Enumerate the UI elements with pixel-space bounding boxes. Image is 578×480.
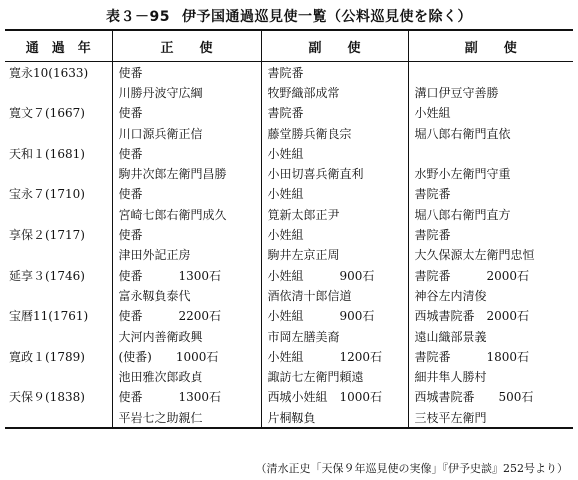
deputy-envoy-2-cell: 細井隼人勝村 [408,366,573,386]
deputy-envoy-1-cell: 牧野織部成常 [261,82,408,102]
deputy-envoy-1-cell: 諏訪七左衛門頼遠 [261,366,408,386]
deputy-envoy-2-cell: 神谷左内清俊 [408,285,573,305]
chief-envoy-cell: 使番 2200石 [112,306,261,326]
table-row [5,326,573,346]
table-row [5,82,573,102]
table-title [0,6,578,26]
table-row [5,103,573,123]
year-cell: 寛政１(1789) [9,349,85,364]
year-cell [5,82,112,102]
chief-envoy-cell: 池田雅次郎政貞 [112,366,261,386]
year-cell: 宝暦11(1761) [9,309,89,324]
table-row [5,163,573,183]
table-row [5,204,573,224]
source-citation: （清水正史「天保９年巡見使の実像」『伊予史談』252号より） [255,462,568,475]
chief-envoy-cell: 使番 1300石 [112,265,261,285]
deputy-envoy-1-cell: 小田切喜兵衛直利 [261,163,408,183]
table-header-row [5,30,573,62]
deputy-envoy-1-cell: 西城小姓組 1000石 [261,387,408,407]
year-cell: 享保２(1717) [9,228,85,243]
deputy-envoy-2-cell: 小姓組 [408,103,573,123]
deputy-envoy-2-cell: 西城書院番 2000石 [408,306,573,326]
chief-envoy-cell: 使番 [112,103,261,123]
year-cell: 延享３(1746) [9,268,85,283]
deputy-envoy-1-cell: 酒依清十郎信道 [261,285,408,305]
deputy-envoy-2-cell: 遠山織部景義 [408,326,573,346]
deputy-envoy-2-cell: 書院番 2000石 [408,265,573,285]
table-title-text: 伊予国通過巡見使一覧（公料巡見使を除く） [181,9,472,25]
deputy-envoy-2-cell [408,62,573,83]
deputy-envoy-2-cell: 堀八郎右衛門直方 [408,204,573,224]
chief-envoy-cell: 川勝丹波守広綱 [112,82,261,102]
deputy-envoy-2-cell: 堀八郎右衛門直依 [408,123,573,143]
year-cell: 寛永10(1633) [9,65,89,80]
table-number: 表３－95 [106,9,170,25]
chief-envoy-cell: 大河内善衛政興 [112,326,261,346]
table-row [5,387,573,407]
year-cell: 宝永７(1710) [9,187,85,202]
year-cell [5,204,112,224]
table-row [5,143,573,163]
deputy-envoy-1-cell: 市岡左膳美裔 [261,326,408,346]
table-row [5,366,573,386]
year-cell [5,163,112,183]
deputy-envoy-2-cell: 大久保源太左衛門忠恒 [408,245,573,265]
chief-envoy-cell: 川口源兵衛正信 [112,123,261,143]
deputy-envoy-2-cell: 水野小左衛門守重 [408,163,573,183]
table-row [5,62,573,83]
deputy-envoy-1-cell: 書院番 [261,103,408,123]
deputy-envoy-1-cell: 小姓組 900石 [261,306,408,326]
chief-envoy-cell: 富永靱負泰代 [112,285,261,305]
deputy-envoy-2-cell: 書院番 1800石 [408,346,573,366]
envoy-table [5,29,573,429]
chief-envoy-cell: 津田外記正房 [112,245,261,265]
year-cell [5,326,112,346]
table-row [5,224,573,244]
year-cell: 寛文７(1667) [9,106,85,121]
year-cell [5,123,112,143]
deputy-envoy-1-cell: 小姓組 [261,184,408,204]
deputy-envoy-1-cell: 筧新太郎正尹 [261,204,408,224]
deputy-envoy-2-cell: 書院番 [408,224,573,244]
deputy-envoy-2-cell: 溝口伊豆守善勝 [408,82,573,102]
chief-envoy-cell: 使番 [112,143,261,163]
chief-envoy-cell: (使番) 1000石 [112,346,261,366]
year-cell [5,285,112,305]
table-row [5,184,573,204]
chief-envoy-cell: 使番 [112,62,261,83]
deputy-envoy-1-cell: 書院番 [261,62,408,83]
table-row [5,245,573,265]
year-cell [5,245,112,265]
year-cell [5,366,112,386]
table-row [5,285,573,305]
deputy-envoy-1-cell: 小姓組 900石 [261,265,408,285]
table-body [5,62,573,429]
deputy-envoy-1-cell: 駒井左京正周 [261,245,408,265]
header-deputy-envoy-1: 副 使 [261,30,408,62]
year-cell: 天保９(1838) [9,390,85,405]
table-row [5,306,573,326]
chief-envoy-cell: 使番 [112,224,261,244]
deputy-envoy-1-cell: 小姓組 [261,224,408,244]
deputy-envoy-1-cell: 片桐靱負 [261,407,408,428]
chief-envoy-cell: 使番 1300石 [112,387,261,407]
chief-envoy-cell: 平岩七之助親仁 [112,407,261,428]
deputy-envoy-2-cell: 書院番 [408,184,573,204]
deputy-envoy-1-cell: 小姓組 1200石 [261,346,408,366]
header-deputy-envoy-2: 副 使 [408,30,573,62]
year-cell [5,407,112,428]
chief-envoy-cell: 使番 [112,184,261,204]
table-row [5,265,573,285]
deputy-envoy-1-cell: 藤堂勝兵衛良宗 [261,123,408,143]
chief-envoy-cell: 宮崎七郎右衛門成久 [112,204,261,224]
deputy-envoy-2-cell: 西城書院番 500石 [408,387,573,407]
deputy-envoy-1-cell: 小姓組 [261,143,408,163]
table-row [5,407,573,428]
deputy-envoy-2-cell: 三枝平左衛門 [408,407,573,428]
header-chief-envoy: 正 使 [112,30,261,62]
year-cell: 天和１(1681) [9,146,85,161]
chief-envoy-cell: 駒井次郎左衛門昌勝 [112,163,261,183]
header-year: 通 過 年 [5,30,112,62]
table-row [5,346,573,366]
deputy-envoy-2-cell [408,143,573,163]
table-row [5,123,573,143]
